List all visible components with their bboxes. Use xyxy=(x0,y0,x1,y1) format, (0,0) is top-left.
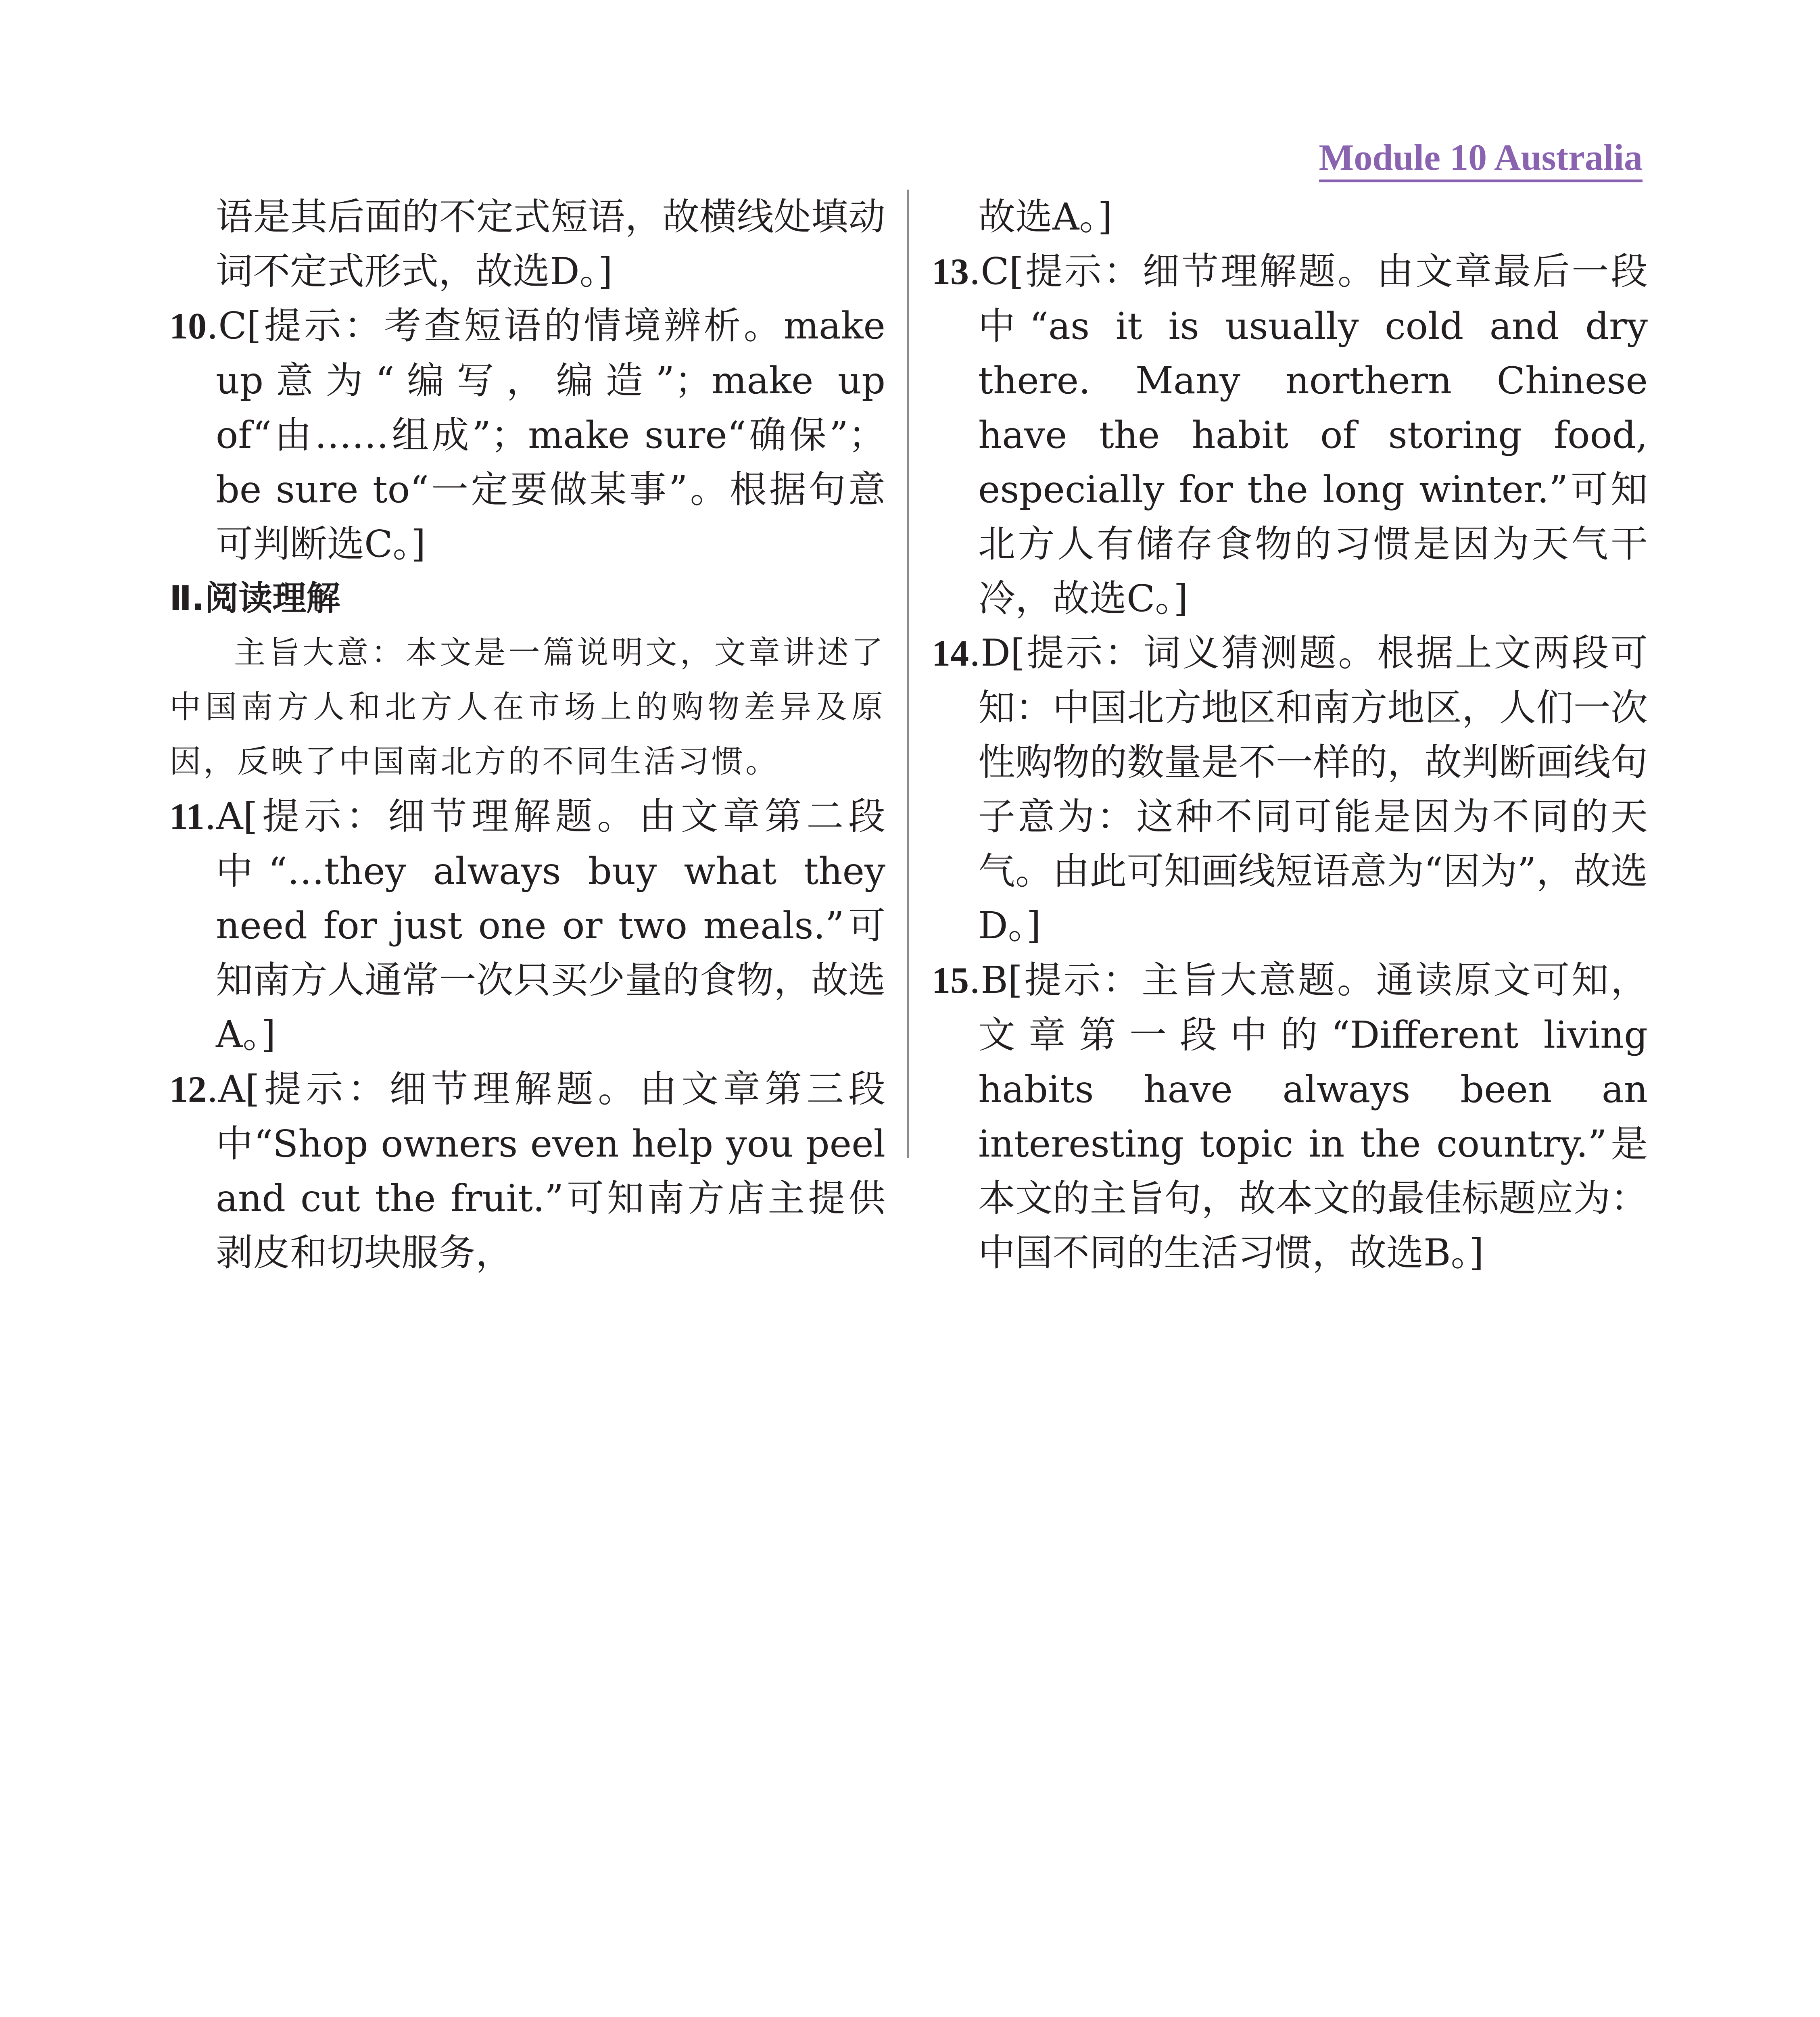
item-number: 14 xyxy=(932,633,969,674)
item-number: 10 xyxy=(169,305,207,347)
item-number: 11 xyxy=(169,796,205,837)
answer-item-12 xyxy=(169,1062,885,1280)
continuation-text: 故选A。] xyxy=(978,195,1112,238)
item-text: .C[提示：细节理解题。由文章最后一段中“as it is usually cold and dry there. Many northern Chinese have the habit of storing food, especially for the long winter.”可知北方人有储存食物的习惯是因为天气干冷，故选C。] xyxy=(969,250,1648,620)
section-heading: Ⅱ.阅读理解 xyxy=(169,578,340,618)
item-text: .A[提示：细节理解题。由文章第二段中“…they always buy what they need for just one or two meals.”可知南方人通常一次只买少量的食物，故选A。] xyxy=(204,795,885,1056)
item-number: 15 xyxy=(932,960,969,1001)
left-column xyxy=(169,190,885,1280)
answer-item-10 xyxy=(169,299,885,571)
continuation-text: 语是其后面的不定式短语，故横线处填动词不定式形式，故选D。] xyxy=(216,195,885,293)
item-number: 12 xyxy=(169,1069,207,1110)
answer-item-11 xyxy=(169,789,885,1062)
item-number: 13 xyxy=(932,251,969,292)
item-text: .C[提示：考查短语的情境辨析。make up意为“编写，编造”；make up of“由……组成”；make sure“确保”；be sure to“一定要做某事”。根据句意可判断选C。] xyxy=(207,304,885,566)
answer-item-14 xyxy=(932,626,1648,953)
item-text: .D[提示：词义猜测题。根据上文两段可知：中国北方地区和南方地区，人们一次性购物的数量是不一样的，故判断画线句子意为：这种不同可能是因为不同的天气。由此可知画线短语意为“因为”，故选D。] xyxy=(969,631,1648,947)
answer-item-15 xyxy=(932,953,1648,1280)
answer-item-13 xyxy=(932,244,1648,626)
item-text: .B[提示：主旨大意题。通读原文可知，文章第一段中的“Different living habits have always been an interesting topic in the country.”是本文的主旨句，故本文的最佳标题应为：中国不同的生活习惯，故选B。] xyxy=(969,958,1648,1274)
right-column xyxy=(932,190,1648,1280)
summary-paragraph: 主旨大意：本文是一篇说明文，文章讲述了中国南方人和北方人在市场上的购物差异及原因，反映了中国南北方的不同生活习惯。 xyxy=(169,635,885,780)
item-text: .A[提示：细节理解题。由文章第三段中“Shop owners even help you peel and cut the fruit.”可知南方店主提供剥皮和切块服务， xyxy=(207,1067,885,1274)
column-divider xyxy=(907,190,909,1158)
module-title: Module 10 Australia xyxy=(1319,137,1643,182)
